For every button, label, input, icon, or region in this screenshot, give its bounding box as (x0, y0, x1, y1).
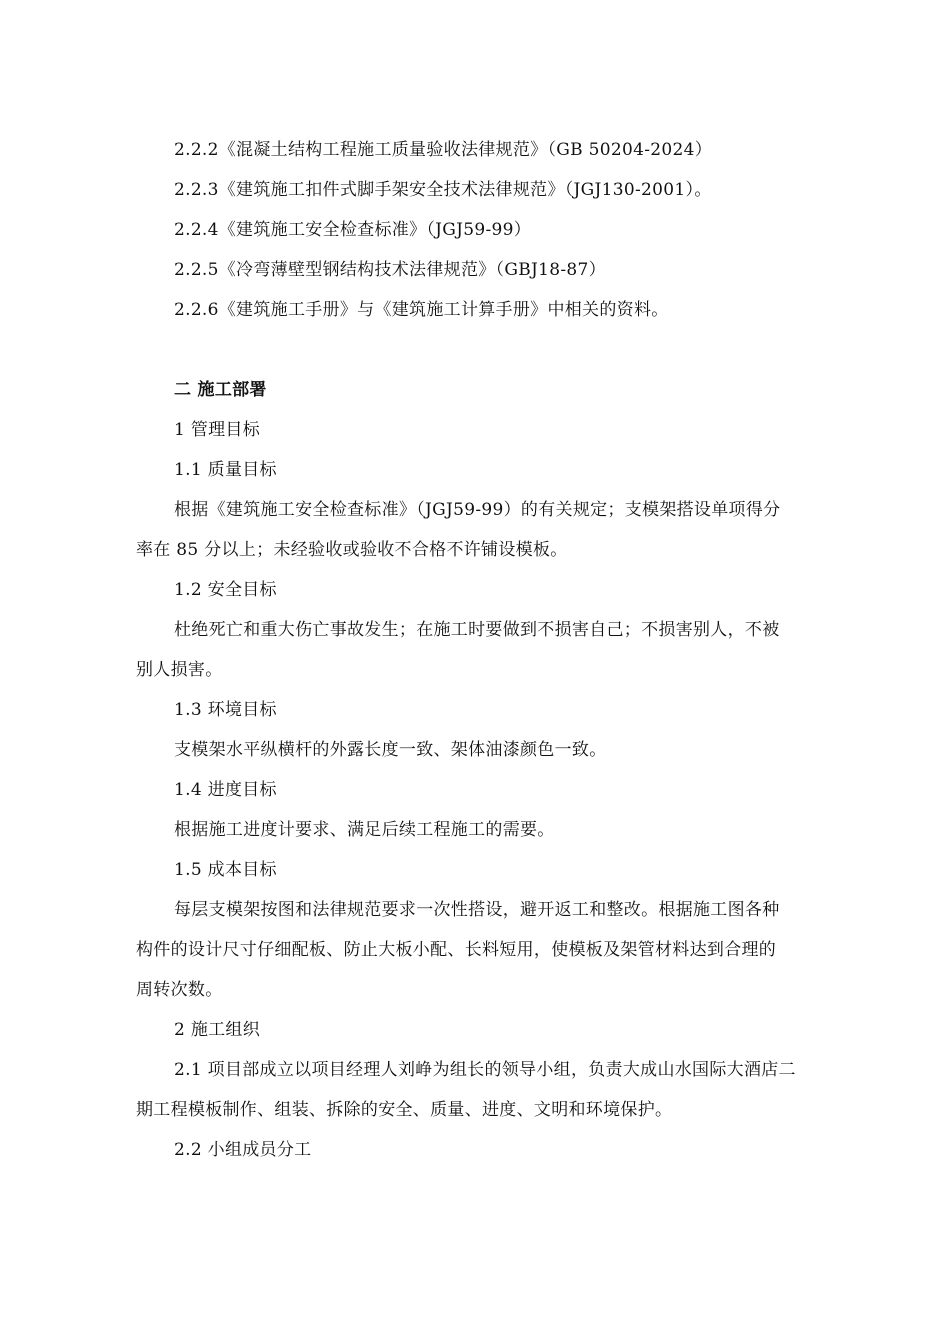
section-title: 二 施工部署 (174, 380, 267, 400)
progress-goal-text: 根据施工进度计要求、满足后续工程施工的需要。 (174, 820, 555, 840)
cost-goal-text: 每层支模架按图和法律规范要求一次性搭设，避开返工和整改。根据施工图各种 (174, 900, 780, 920)
safety-goal-text: 杜绝死亡和重大伤亡事故发生；在施工时要做到不损害自己；不损害别人，不被 (174, 620, 780, 640)
construction-org-text: 期工程模板制作、组装、拆除的安全、质量、进度、文明和环境保护。 (136, 1100, 673, 1120)
reference-item: 2.2.6《建筑施工手册》与《建筑施工计算手册》中相关的资料。 (174, 300, 669, 320)
team-division-heading: 2.2 小组成员分工 (174, 1140, 312, 1160)
quality-goal-text: 率在 85 分以上；未经验收或验收不合格不许铺设模板。 (136, 540, 568, 560)
quality-goal-text: 根据《建筑施工安全检查标准》（JGJ59-99）的有关规定；支模架搭设单项得分 (174, 500, 781, 520)
construction-org-text: 2.1 项目部成立以项目经理人刘峥为组长的领导小组，负责大成山水国际大酒店二 (174, 1060, 796, 1080)
safety-goal-heading: 1.2 安全目标 (174, 580, 277, 600)
construction-org-heading: 2 施工组织 (174, 1020, 261, 1040)
cost-goal-text: 周转次数。 (136, 980, 223, 1000)
cost-goal-text: 构件的设计尺寸仔细配板、防止大板小配、长料短用，使模板及架管材料达到合理的 (136, 940, 777, 960)
environment-goal-text: 支模架水平纵横杆的外露长度一致、架体油漆颜色一致。 (174, 740, 607, 760)
reference-item: 2.2.5《冷弯薄壁型钢结构技术法律规范》（GBJ18-87） (174, 260, 606, 280)
progress-goal-heading: 1.4 进度目标 (174, 780, 277, 800)
environment-goal-heading: 1.3 环境目标 (174, 700, 277, 720)
management-goals-heading: 1 管理目标 (174, 420, 261, 440)
quality-goal-heading: 1.1 质量目标 (174, 460, 277, 480)
reference-item: 2.2.4《建筑施工安全检查标准》（JGJ59-99） (174, 220, 532, 240)
cost-goal-heading: 1.5 成本目标 (174, 860, 277, 880)
reference-item: 2.2.3《建筑施工扣件式脚手架安全技术法律规范》（JGJ130-2001）。 (174, 180, 712, 200)
safety-goal-text: 别人损害。 (136, 660, 223, 680)
reference-item: 2.2.2《混凝土结构工程施工质量验收法律规范》（GB 50204-2024） (174, 140, 713, 160)
